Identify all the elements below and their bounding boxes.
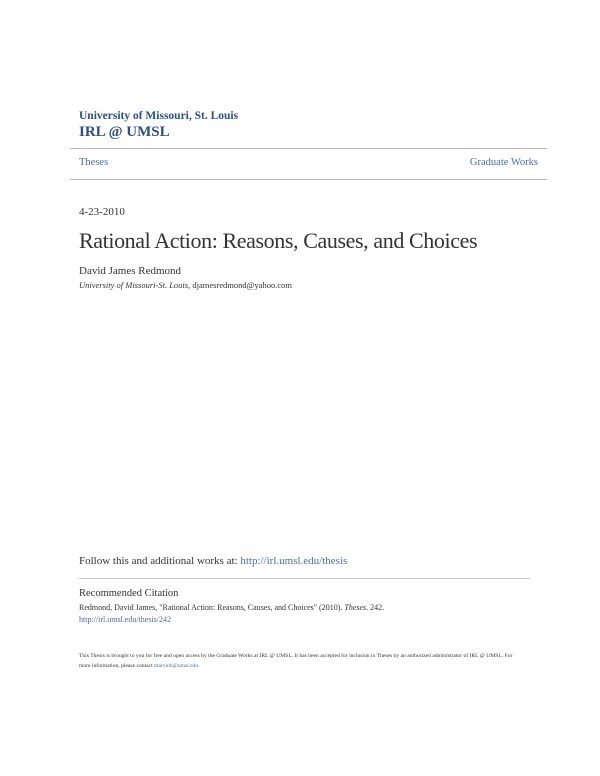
repository-header: [79, 110, 238, 141]
contact-email-link[interactable]: marvinh@umsl.edu: [154, 663, 199, 669]
publication-date: 4-23-2010: [79, 206, 125, 218]
author-affiliation: [79, 280, 292, 290]
citation-divider: [79, 578, 530, 579]
theses-link[interactable]: Theses: [79, 157, 109, 168]
citation-text: [79, 603, 384, 612]
top-divider: [70, 148, 547, 149]
author-name: David James Redmond: [79, 265, 182, 277]
follow-text: Follow this and additional works at:: [79, 555, 241, 567]
access-notice: [79, 651, 524, 671]
paper-title: Rational Action: Reasons, Causes, and Choices: [79, 228, 478, 253]
citation-journal: Theses: [344, 603, 367, 612]
citation-suffix: . 242.: [366, 603, 385, 612]
citation-prefix: Redmond, David James, "Rational Action: Reasons, Causes, and Choices" (2010).: [79, 603, 345, 612]
affiliation-institution: University of Missouri-St. Louis: [79, 280, 189, 290]
citation-url-link[interactable]: http://irl.umsl.edu/thesis/242: [79, 615, 171, 624]
nav-divider: [70, 179, 547, 180]
citation-heading: Recommended Citation: [79, 588, 179, 599]
graduate-works-link[interactable]: Graduate Works: [469, 157, 538, 168]
repository-name: IRL @ UMSL: [79, 124, 170, 140]
follow-line: [79, 555, 347, 567]
university-name: University of Missouri, St. Louis: [79, 110, 239, 122]
notice-text: This Thesis is brought to you for free and open access by the Graduate Works at IRL @ UMSL. It has been accepted for inclusion in Theses by an authorized administrator of IRL @ UMSL. For more information, please contact: [79, 653, 513, 669]
affiliation-email: , djamesredmond@yahoo.com: [188, 280, 292, 290]
notice-end: .: [198, 663, 200, 669]
follow-url-link[interactable]: http://irl.umsl.edu/thesis: [240, 555, 348, 567]
